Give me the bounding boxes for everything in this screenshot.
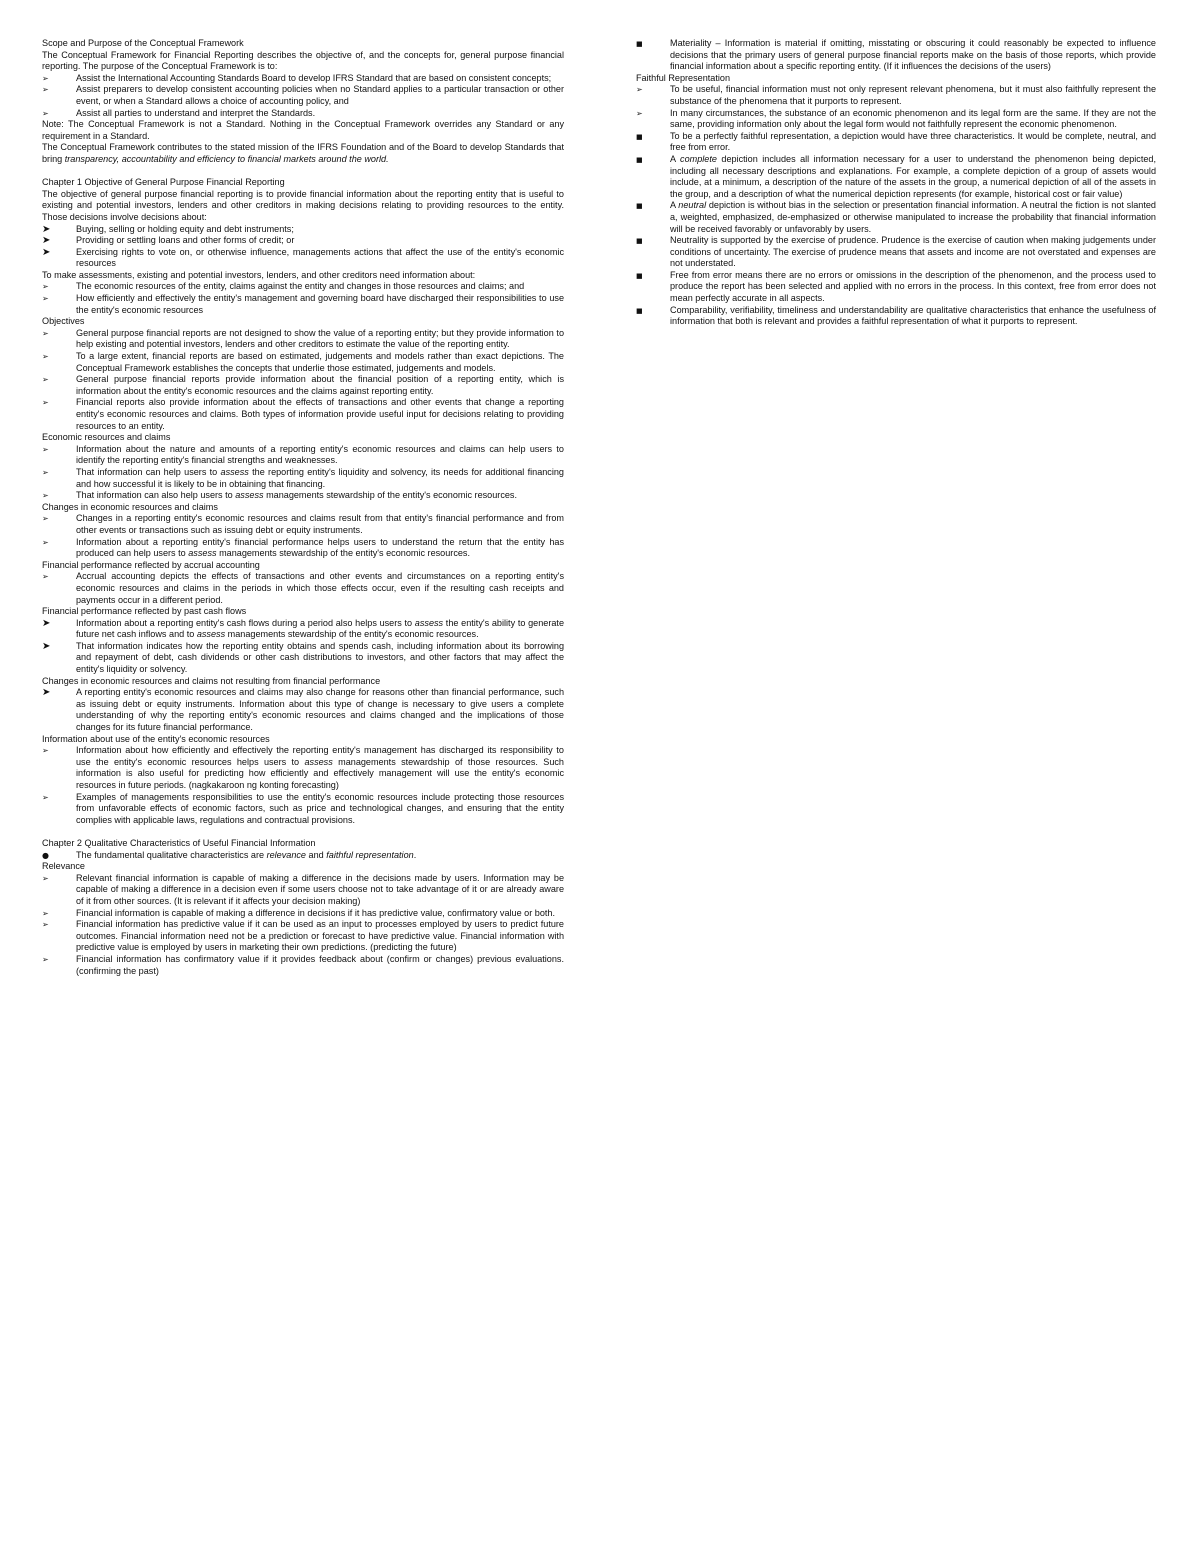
bullet-list [42, 328, 564, 432]
list-item [42, 224, 564, 236]
list-item [42, 919, 564, 954]
bullet-list [42, 618, 564, 676]
list-item [42, 84, 564, 107]
list-item [42, 850, 564, 862]
text-run: How efficiently and effectively the entity's management and governing board have discharged their responsibilities to use the entity's economic resources [76, 293, 564, 315]
paragraph [42, 189, 564, 224]
bold-arrow-bullet-icon: ➤ [42, 687, 51, 699]
emphasis-text: assess [196, 629, 226, 640]
text-run: . [413, 849, 417, 860]
text-run: Information about a reporting entity's financial performance helps users to understand the return that the entity has produced can help users to [76, 536, 564, 559]
paragraph [42, 270, 564, 282]
list-item [42, 745, 564, 791]
list-item [636, 38, 1156, 73]
list-item [636, 108, 1156, 131]
list-item [42, 537, 564, 560]
bullet-list [636, 131, 1156, 328]
arrow-bullet-icon: ➢ [42, 282, 49, 292]
bullet-list [42, 73, 564, 119]
arrow-bullet-icon: ➢ [42, 352, 49, 362]
section-heading: Changes in economic resources and claims [42, 501, 218, 512]
emphasis-text: assess [220, 466, 249, 477]
arrow-bullet-icon: ➢ [42, 294, 49, 304]
section-heading: Scope and Purpose of the Conceptual Framework [42, 38, 244, 48]
text-run: Information about the nature and amounts of a reporting entity's economic resources and claims can help users to identify the reporting entity's financial strengths and weaknesses. [76, 443, 564, 466]
arrow-bullet-icon: ➢ [42, 537, 49, 547]
emphasis-text: assess [235, 490, 264, 501]
section-heading: Information about use of the entity's economic resources [42, 733, 270, 744]
list-item [636, 305, 1156, 328]
list-item [42, 618, 564, 641]
list-item [42, 792, 564, 827]
arrow-bullet-icon: ➢ [42, 328, 49, 338]
list-item [42, 281, 564, 293]
section-heading: Changes in economic resources and claims not resulting from financial performance [42, 675, 381, 686]
right-column [636, 38, 1156, 328]
bold-arrow-bullet-icon: ➤ [42, 246, 51, 258]
text-run: In many circumstances, the substance of an economic phenomenon and its legal form are the same. If they are not the same, providing information only about the legal form would not faithfully represent the economic phenomenon. [670, 107, 1156, 130]
bullet-list [636, 84, 1156, 130]
bullet-list [636, 38, 1156, 73]
list-item [42, 954, 564, 977]
text-run: Neutrality is supported by the exercise of prudence. Prudence is the exercise of caution when making judgements under conditions of uncertainty. The exercise of prudence means that assets and income are not overstated and expenses are not understated. [670, 235, 1156, 269]
text-run: Assist all parties to understand and interpret the Standards. [76, 107, 316, 118]
arrow-bullet-icon: ➢ [42, 73, 49, 83]
emphasis-text: transparency, accountability and efficiency to financial markets around the world. [64, 153, 389, 164]
emphasis-text: neutral [678, 200, 707, 211]
list-item [42, 444, 564, 467]
text-run: Free from error means there are no errors or omissions in the description of the phenomenon, and the process used to produce the report has been selected and applied with no errors in the process. In this context, free from error does not mean perfectly accurate in all aspects. [670, 269, 1156, 304]
text-run: To be a perfectly faithful representation, a depiction would have three characteristics. It would be complete, neutral, and free from error. [670, 130, 1156, 153]
text-run: Changes in a reporting entity's economic resources and claims result from that entity's financial performance and from other events or transactions such as issuing debt or equity instruments. [76, 513, 564, 535]
text-run: managements stewardship of those resources. Such information is also useful for predicting how efficiently and effectively management will use the entity's economic resources in future periods. (nagkakaroon ng konting forecasting) [76, 756, 564, 790]
bullet-list [42, 281, 564, 316]
text-run: Note: The Conceptual Framework is not a Standard. Nothing in the Conceptual Framework overrides any Standard or any requirement in a Standard. [42, 119, 564, 141]
left-column [42, 38, 564, 977]
square-bullet-icon: ■ [636, 202, 643, 211]
text-run: Financial reports also provide information about the effects of transactions and other events that change a reporting entity's economic resources and claims. Both types of information provide useful input for decisions relating to providing resources to an entity. [76, 397, 564, 431]
text-run: Assist the International Accounting Standards Board to develop IFRS Standard that are based on consistent concepts; [76, 72, 552, 83]
text-run: depiction includes all information necessary for a user to understand the phenomenon being depicted, including all necessary descriptions and explanations. For example, a complete depiction of a group of assets would include, at a minimum, a description of the nature of the assets in the group, a numerical depiction of all of the assets in the group, and a description of what the numerical depiction represents (for example, historical cost or fair value) [670, 153, 1156, 199]
arrow-bullet-icon: ➢ [636, 108, 643, 118]
text-run: Examples of managements responsibilities to use the entity's economic resources include protecting those resources from unfavorable effects of economic factors, such as price and technological changes, and ensuring that the entity complies with applicable laws, regulations and contractual provisions. [76, 791, 564, 825]
list-item [42, 641, 564, 676]
bold-arrow-bullet-icon: ➤ [42, 223, 51, 235]
emphasis-text: assess [188, 548, 217, 559]
text-run: To be useful, financial information must not only represent relevant phenomena, but it must also faithfully represent the substance of the phenomena that it purports to represent. [670, 84, 1156, 106]
arrow-bullet-icon: ➢ [42, 398, 49, 408]
text-run: Financial information is capable of making a difference in decisions if it has predictive value, confirmatory value or both. [76, 907, 556, 918]
text-run: managements stewardship of the entity's economic resources. [263, 490, 517, 501]
list-item [42, 328, 564, 351]
square-bullet-icon: ■ [636, 306, 643, 315]
section-heading: Faithful Representation [636, 72, 731, 83]
list-item [42, 108, 564, 120]
arrow-bullet-icon: ➢ [42, 920, 49, 930]
list-item [636, 200, 1156, 235]
list-item [42, 235, 564, 247]
list-item [42, 873, 564, 908]
list-item [42, 247, 564, 270]
text-run: Comparability, verifiability, timeliness and understandability are qualitative characteristics that enhance the usefulness of information that both is relevant and provides a faithful representation of what it purports to represent. [670, 304, 1156, 327]
text-run: General purpose financial reports are not designed to show the value of a reporting entity; but they provide information to help existing and potential investors, lenders and other creditors to estimate the value of the reporting entity. [76, 327, 564, 350]
square-bullet-icon: ■ [636, 132, 643, 141]
list-item [42, 908, 564, 920]
section-heading: Objectives [42, 316, 85, 327]
paragraph [42, 119, 564, 142]
arrow-bullet-icon: ➢ [42, 746, 49, 756]
text-run: Relevant financial information is capable of making a difference in the decisions made by users. Information may be capable of making a difference in a decision even if some users choose not to take advantage of it or are already aware of it from other sources. (It is relevant if it affects your decision making) [76, 872, 564, 906]
text-run: To a large extent, financial reports are based on estimated, judgements and models rather than exact depictions. The Conceptual Framework establishes the concepts that underlie those estimated, judgements and models. [76, 351, 564, 373]
bullet-list [42, 513, 564, 559]
text-run: depiction is without bias in the selection or presentation financial information. A neutral the fiction is not slanted a, weighted, emphasized, de-emphasized or otherwise manipulated to increase the probability that financial information will be received favorably or unfavorably by users. [670, 200, 1156, 234]
list-item [42, 293, 564, 316]
text-run: A [670, 200, 679, 211]
bold-arrow-bullet-icon: ➤ [42, 617, 51, 629]
paragraph [42, 142, 564, 165]
bullet-list [42, 873, 564, 977]
text-run: The fundamental qualitative characteristics are [76, 849, 267, 860]
list-item [636, 270, 1156, 305]
text-run: The Conceptual Framework contributes to the stated mission of the IFRS Foundation and of the Board to develop Standards that bring [42, 142, 564, 164]
text-run: Information about a reporting entity's cash flows during a period also helps users to [76, 617, 415, 628]
arrow-bullet-icon: ➢ [42, 491, 49, 501]
section-heading: Economic resources and claims [42, 432, 171, 443]
list-item [42, 397, 564, 432]
text-run: To make assessments, existing and potential investors, lenders, and other creditors need information about: [42, 269, 476, 280]
bold-arrow-bullet-icon: ➤ [42, 235, 51, 247]
text-run: General purpose financial reports provide information about the financial position of a reporting entity, which is information about the entity's economic resources and the claims against reporting entity. [76, 374, 564, 396]
section-heading: Relevance [42, 861, 85, 872]
arrow-bullet-icon: ➢ [42, 908, 49, 918]
section-heading: Financial performance reflected by accrual accounting [42, 559, 260, 570]
bullet-list [42, 224, 564, 270]
list-item [42, 571, 564, 606]
arrow-bullet-icon: ➢ [42, 514, 49, 524]
text-run: Assist preparers to develop consistent accounting policies when no Standard applies to a particular transaction or other event, or when a Standard allows a choice of accounting policy, and [76, 84, 564, 106]
text-run: and [306, 849, 327, 860]
square-bullet-icon: ■ [636, 237, 643, 246]
spacer [42, 826, 564, 838]
list-item [42, 513, 564, 536]
text-run: Information about how efficiently and effectively the reporting entity's management has discharged its responsibility to use the entity's economic resources helps users to [76, 745, 564, 767]
arrow-bullet-icon: ➢ [636, 85, 643, 95]
text-run: A reporting entity's economic resources and claims may also change for reasons other than financial performance, such as issuing debt or equity instruments. Information about this type of change is necessary to give users a complete understanding of why the reporting entity's economic resources and claims changed and the implications of those changes for its future financial performance. [76, 687, 564, 733]
list-item [42, 351, 564, 374]
section-heading: Financial performance reflected by past cash flows [42, 606, 247, 617]
emphasis-text: complete [680, 153, 717, 164]
spacer [42, 166, 564, 178]
emphasis-text: faithful representation [326, 849, 414, 860]
text-run: The objective of general purpose financial reporting is to provide financial information about the reporting entity that is useful to existing and potential investors, lenders and other creditors in making decisions relating to providing resources to the entity. Those decisions involve decisions about: [42, 188, 564, 222]
text-run: Providing or settling loans and other forms of credit; or [76, 235, 295, 246]
list-item [42, 490, 564, 502]
list-item [42, 467, 564, 490]
list-item [42, 73, 564, 85]
text-run: managements stewardship of the entity's economic resources. [216, 548, 470, 559]
square-bullet-icon: ■ [636, 155, 643, 164]
list-item [42, 374, 564, 397]
arrow-bullet-icon: ➢ [42, 108, 49, 118]
text-run: The Conceptual Framework for Financial Reporting describes the objective of, and the concepts for, general purpose financial reporting. The purpose of the Conceptual Framework is to: [42, 49, 564, 72]
list-item [636, 154, 1156, 200]
arrow-bullet-icon: ➢ [42, 444, 49, 454]
arrow-bullet-icon: ➢ [42, 873, 49, 883]
paragraph [42, 50, 564, 73]
text-run: Accrual accounting depicts the effects of transactions and other events and circumstances on a reporting entity's economic resources and claims in the periods in which those effects occur, even if the resulting cash receipts and payments occur in a different period. [76, 571, 564, 605]
bullet-list [42, 571, 564, 606]
section-heading: Chapter 1 Objective of General Purpose Financial Reporting [42, 177, 285, 188]
bullet-list [42, 850, 564, 862]
bullet-list [42, 444, 564, 502]
list-item [636, 84, 1156, 107]
emphasis-text: relevance [266, 849, 306, 860]
arrow-bullet-icon: ➢ [42, 572, 49, 582]
square-bullet-icon: ■ [636, 40, 643, 48]
arrow-bullet-icon: ➢ [42, 467, 49, 477]
text-run: Financial information has confirmatory value if it provides feedback about (confirm or changes) previous evaluations. (confirming the past) [76, 953, 564, 976]
text-run: The economic resources of the entity, claims against the entity and changes in those resources and claims; and [76, 281, 525, 292]
emphasis-text: assess [414, 617, 444, 628]
bullet-list [42, 745, 564, 826]
bold-arrow-bullet-icon: ➤ [42, 640, 51, 652]
text-run: A [670, 153, 681, 164]
square-bullet-icon: ■ [636, 271, 643, 280]
arrow-bullet-icon: ➢ [42, 954, 49, 964]
text-run: managements stewardship of the entity's economic resources. [225, 629, 479, 640]
emphasis-text: assess [304, 756, 333, 767]
bullet-list [42, 687, 564, 733]
arrow-bullet-icon: ➢ [42, 792, 49, 802]
dot-bullet-icon: ● [42, 850, 49, 860]
arrow-bullet-icon: ➢ [42, 85, 49, 95]
text-run: That information can also help users to [76, 490, 236, 501]
text-run: Exercising rights to vote on, or otherwise influence, managements actions that affect the use of the entity's economic resources [76, 246, 564, 269]
text-run: the entity's ability to generate future net cash inflows and to [76, 617, 564, 640]
text-run: That information can help users to [76, 466, 221, 477]
text-run: That information indicates how the reporting entity obtains and spends cash, including information about its borrowing and repayment of debt, cash dividends or other cash distributions to investors, and other factors that may affect the entity's liquidity or solvency. [76, 640, 564, 675]
list-item [636, 131, 1156, 154]
section-heading: Chapter 2 Qualitative Characteristics of Useful Financial Information [42, 837, 316, 848]
arrow-bullet-icon: ➢ [42, 375, 49, 385]
text-run: Financial information has predictive value if it can be used as an input to processes employed by users to predict future outcomes. Financial information need not be a prediction or forecast to have predictive value. Financial information with predictive value is employed by users in marketing their own predictions. (predicting the future) [76, 919, 564, 953]
list-item [636, 235, 1156, 270]
list-item [42, 687, 564, 733]
text-run: Buying, selling or holding equity and debt instruments; [76, 223, 294, 234]
text-run: Materiality – Information is material if omitting, misstating or obscuring it could reasonably be expected to influence decisions that the primary users of general purpose financial reports make on the basis of those reports, which provide financial information about a specific reporting entity. (If it influences the decisions of the users) [670, 38, 1156, 72]
text-run: the reporting entity's liquidity and solvency, its needs for additional financing and how successful it is likely to be in obtaining that financing. [76, 466, 564, 489]
